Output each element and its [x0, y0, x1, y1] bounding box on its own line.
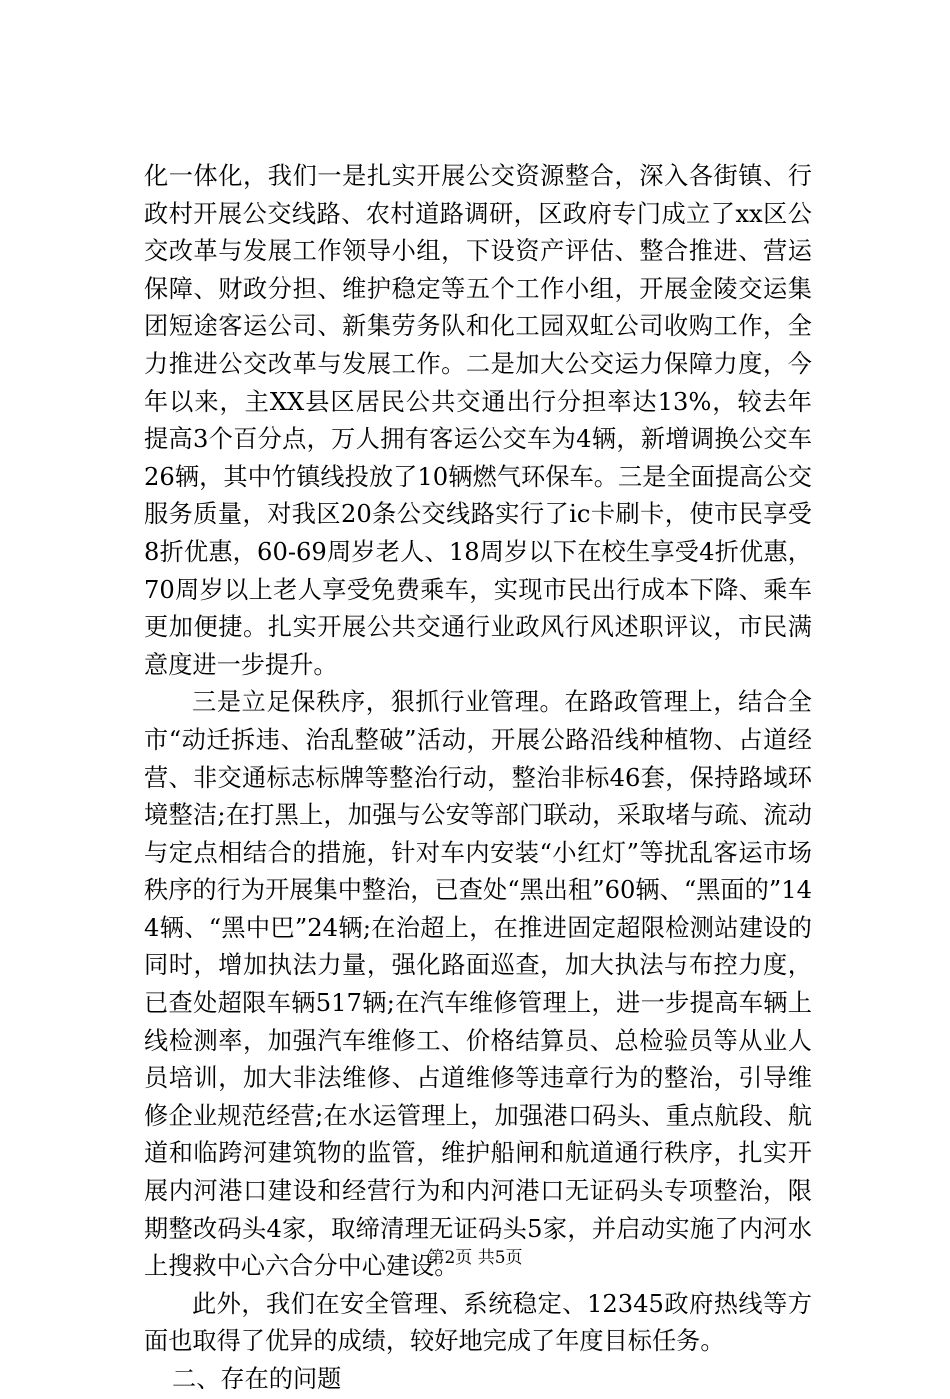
page-footer: 第2页 共5页 [427, 1248, 523, 1268]
paragraph-public-transit: 化一体化，我们一是扎实开展公交资源整合，深入各街镇、行政村开展公交线路、农村道路调研，区政府专门成立了xx区公交改革与发展工作领导小组，下设资产评估、整合推进、营运保障、财政分担、维护稳定等五个工作小组，开展金陵交运集团短途客运公司、新集劳务队和化工园双虹公司收购工作，全力推进公交改革与发展工作。二是加大公交运力保障力度，今年以来，主XX县区居民公共交通出行分担率达13%，较去年提高3个百分点，万人拥有客运公交车为4辆，新增调换公交车26辆，其中竹镇线投放了10辆燃气环保车。三是全面提高公交服务质量，对我区20条公交线路实行了ic卡刷卡，使市民享受8折优惠，60-69周岁老人、18周岁以下在校生享受4折优惠，70周岁以上老人享受免费乘车，实现市民出行成本下降、乘车更加便捷。扎实开展公共交通行业政风行风述职评议，市民满意度进一步提升。 [144, 162, 812, 679]
paragraph-industry-management: 三是立足保秩序，狠抓行业管理。在路政管理上，结合全市“动迁拆违、治乱整破”活动，开展公路沿线种植物、占道经营、非交通标志标牌等整治行动，整治非标46套，保持路域环境整洁;在打黑上，加强与公安等部门联动，采取堵与疏、流动与定点相结合的措施，针对车内安装“小红灯”等扰乱客运市场秩序的行为开展集中整治，已查处“黑出租”60辆、“黑面的”144辆、“黑中巴”24辆;在治超上，在推进固定超限检测站建设的同时，增加执法力量，强化路面巡查，加大执法与布控力度，已查处超限车辆517辆;在汽车维修管理上，进一步提高车辆上线检测率，加强汽车维修工、价格结算员、总检验员等从业人员培训，加大非法维修、占道维修等违章行为的整治，引导维修企业规范经营;在水运管理上，加强港口码头、重点航段、航道和临跨河建筑物的监管，维护船闸和航道通行秩序，扎实开展内河港口建设和经营行为和内河港口无证码头专项整治，限期整改码头4家，取缔清理无证码头5家，并启动实施了内河水上搜救中心六合分中心建设。 [144, 688, 812, 1281]
section-heading-problems: 二、存在的问题 [172, 1365, 342, 1393]
document-body [144, 158, 812, 1399]
paragraph-other-achievements: 此外，我们在安全管理、系统稳定、12345政府热线等方面也取得了优异的成绩，较好地完成了年度目标任务。 [144, 1289, 812, 1356]
